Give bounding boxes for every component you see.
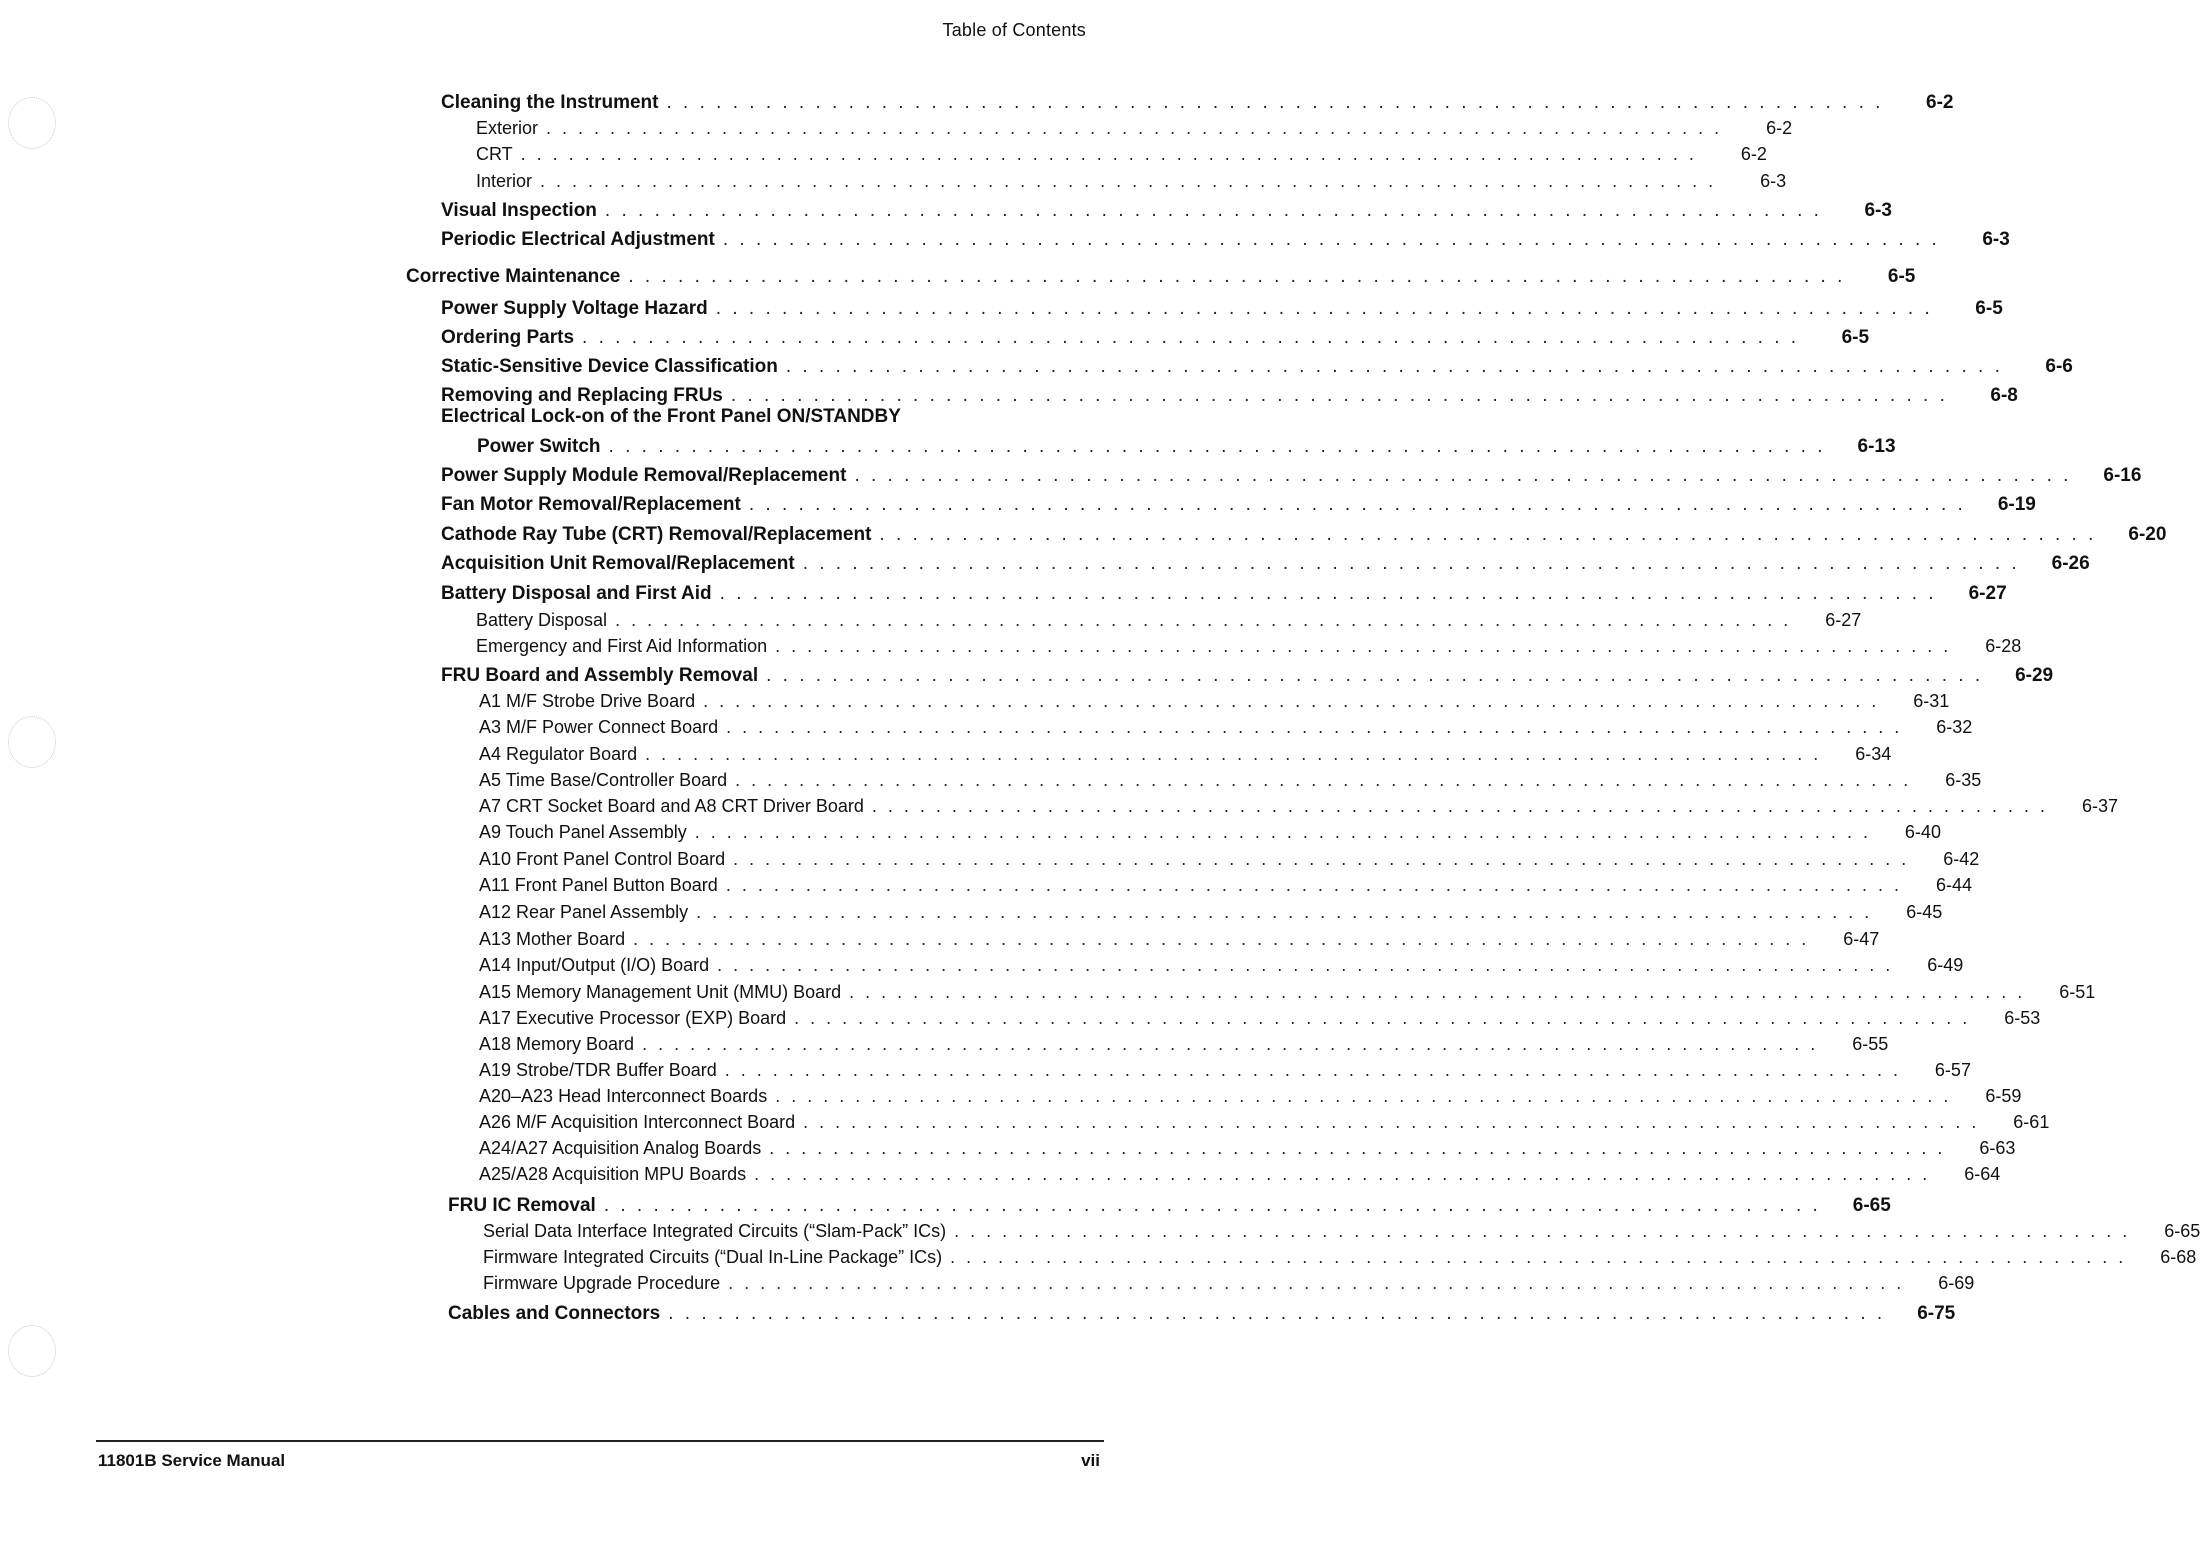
toc-entry-title: A18 Memory Board: [479, 1034, 635, 1054]
toc-entry[interactable]: [476, 610, 1862, 631]
dot-leader: . . . . . . . . . . . . . . . . . . . . . . . . . . . . . . . . . . . . . . . . . . . . . . . . . . . . . . . . . . . . . . . . . . . . . . . . . .: [733, 849, 1910, 869]
toc-entry-title: A26 M/F Acquisition Interconnect Board: [479, 1112, 796, 1132]
toc-entry-page: 6-2: [1740, 144, 1767, 164]
toc-entry[interactable]: [479, 982, 2096, 1003]
toc-entry-page: 6-55: [1852, 1034, 1889, 1054]
toc-entry-page: 6-31: [1913, 691, 1950, 711]
toc-entry-title: A11 Front Panel Button Board: [479, 875, 718, 895]
toc-entry-page: 6-65: [2164, 1221, 2200, 1241]
toc-entry[interactable]: [479, 770, 1982, 791]
dot-leader: . . . . . . . . . . . . . . . . . . . . . . . . . . . . . . . . . . . . . . . . . . . . . . . . . . . . . . . . . . . . . . . . . . . . . . . . . .: [608, 436, 1826, 457]
toc-entry[interactable]: [441, 665, 2054, 687]
toc-entry[interactable]: [476, 636, 2022, 657]
dot-leader: . . . . . . . . . . . . . . . . . . . . . . . . . . . . . . . . . . . . . . . . . . . . . . . . . . . . . . . . . . . . . . . . . . . . . . . . . .: [540, 171, 1717, 191]
toc-entry-page: 6-29: [2015, 665, 2054, 686]
toc-entry[interactable]: [479, 796, 2119, 817]
toc-entry-page: 6-64: [1964, 1164, 2001, 1184]
dot-leader: . . . . . . . . . . . . . . . . . . . . . . . . . . . . . . . . . . . . . . . . . . . . . . . . . . . . . . . . . . . . . . . . . . . . . . . . . .: [722, 229, 1940, 250]
toc-entry-page: 6-3: [1864, 200, 1892, 221]
toc-entry[interactable]: [479, 1164, 2001, 1185]
dot-leader: . . . . . . . . . . . . . . . . . . . . . . . . . . . . . . . . . . . . . . . . . . . . . . . . . . . . . . . . . . . . . . . . . . . . . . . . . .: [520, 144, 1697, 164]
toc-entry[interactable]: [479, 1086, 2022, 1107]
dot-leader: . . . . . . . . . . . . . . . . . . . . . . . . . . . . . . . . . . . . . . . . . . . . . . . . . . . . . . . . . . . . . . . . . . . . . . . . . .: [769, 1138, 1946, 1158]
toc-entry-page: 6-45: [1906, 902, 1943, 922]
toc-entry-page: 6-3: [1982, 229, 2010, 250]
toc-entry-title: A13 Mother Board: [479, 929, 626, 949]
toc-entry[interactable]: [441, 92, 1954, 114]
toc-entry-title: Corrective Maintenance: [406, 266, 621, 287]
toc-entry-title: Acquisition Unit Removal/Replacement: [441, 553, 795, 574]
toc-entry[interactable]: [479, 1034, 1889, 1055]
dot-leader: . . . . . . . . . . . . . . . . . . . . . . . . . . . . . . . . . . . . . . . . . . . . . . . . . . . . . . . . . . . . . . . . . . . . . . . . . .: [725, 875, 1902, 895]
toc-entry[interactable]: [479, 1138, 2016, 1159]
dot-leader: . . . . . . . . . . . . . . . . . . . . . . . . . . . . . . . . . . . . . . . . . . . . . . . . . . . . . . . . . . . . . . . . . . . . . . . . . .: [668, 1303, 1886, 1324]
toc-entry-page: 6-61: [2013, 1112, 2050, 1132]
toc-entry-page: 6-57: [1934, 1060, 1971, 1080]
toc-entry-title: Firmware Integrated Circuits (“Dual In-Line Package” ICs): [483, 1247, 943, 1267]
binder-hole: [8, 1325, 56, 1377]
toc-entry-title: Removing and Replacing FRUs: [441, 385, 723, 406]
toc-entry[interactable]: [441, 200, 1892, 222]
running-header: Table of Contents: [942, 20, 1086, 40]
dot-leader: . . . . . . . . . . . . . . . . . . . . . . . . . . . . . . . . . . . . . . . . . . . . . . . . . . . . . . . . . . . . . . . . . . . . . . . . . .: [849, 982, 2026, 1002]
toc-entry-page: 6-20: [2128, 524, 2167, 545]
toc-entry-page: 6-28: [1985, 636, 2022, 656]
toc-entry[interactable]: [476, 171, 1787, 192]
dot-leader: . . . . . . . . . . . . . . . . . . . . . . . . . . . . . . . . . . . . . . . . . . . . . . . . . . . . . . . . . . . . . . . . . . . . . . . . . .: [775, 636, 1952, 656]
toc-entry[interactable]: [441, 356, 2073, 378]
toc-entry-title: A12 Rear Panel Assembly: [479, 902, 689, 922]
toc-entry-title: Battery Disposal and First Aid: [441, 583, 712, 604]
toc-entry[interactable]: [477, 436, 1896, 458]
toc-entry-title: FRU Board and Assembly Removal: [441, 665, 759, 686]
dot-leader: . . . . . . . . . . . . . . . . . . . . . . . . . . . . . . . . . . . . . . . . . . . . . . . . . . . . . . . . . . . . . . . . . . . . . . . . . .: [748, 494, 1966, 515]
toc-entry[interactable]: [479, 1008, 2041, 1029]
toc-entry[interactable]: [441, 553, 2090, 575]
toc-entry[interactable]: [479, 902, 1943, 923]
toc-entry-title: A3 M/F Power Connect Board: [479, 717, 719, 737]
toc-entry-page: 6-5: [1887, 266, 1916, 287]
toc-entry-page: 6-37: [2081, 796, 2119, 816]
toc-entry-page: 6-8: [1990, 385, 2018, 406]
toc-entry-page: 6-47: [1843, 929, 1880, 949]
toc-entry-page: 6-35: [1945, 770, 1982, 790]
toc-entry-page: 6-26: [2051, 553, 2090, 574]
toc-entry-page: 6-69: [1938, 1273, 1975, 1293]
toc-entry-page: 6-32: [1936, 717, 1973, 737]
toc-entry-title: Exterior: [476, 118, 539, 138]
toc-entry[interactable]: [441, 465, 2142, 487]
toc-entry[interactable]: [479, 1060, 1971, 1081]
toc-entry-title: A1 M/F Strobe Drive Board: [479, 691, 696, 711]
toc-entry-page: 6-27: [1968, 583, 2007, 604]
toc-entry[interactable]: [479, 1112, 2050, 1133]
toc-entry-title: A10 Front Panel Control Board: [479, 849, 726, 869]
toc-entry-title: Fan Motor Removal/Replacement: [441, 494, 741, 515]
toc-entry-title: Interior: [476, 171, 533, 191]
toc-entry[interactable]: [483, 1273, 1975, 1294]
toc-entry-title: CRT: [476, 144, 513, 164]
binder-hole: [8, 97, 56, 149]
dot-leader: . . . . . . . . . . . . . . . . . . . . . . . . . . . . . . . . . . . . . . . . . . . . . . . . . . . . . . . . . . . . . . . . . . . . . . . . . .: [735, 770, 1912, 790]
dot-leader: . . . . . . . . . . . . . . . . . . . . . . . . . . . . . . . . . . . . . . . . . . . . . . . . . . . . . . . . . . . . . . . . . . . . . . . . . .: [728, 1273, 1905, 1293]
toc-entry-page: 6-68: [2160, 1247, 2197, 1267]
toc-entry[interactable]: [441, 583, 2007, 605]
dot-leader: . . . . . . . . . . . . . . . . . . . . . . . . . . . . . . . . . . . . . . . . . . . . . . . . . . . . . . . . . . . . . . . . . . . . . . . . . .: [604, 200, 1822, 221]
toc-entry-page: 6-5: [1841, 327, 1870, 348]
toc-entry[interactable]: [441, 298, 2003, 320]
toc-entry-page: 6-51: [2059, 982, 2096, 1002]
toc-entry-title: A9 Touch Panel Assembly: [479, 822, 687, 842]
toc-entry[interactable]: [479, 955, 1964, 976]
toc-entry-page: 6-2: [1926, 92, 1954, 113]
dot-leader: . . . . . . . . . . . . . . . . . . . . . . . . . . . . . . . . . . . . . . . . . . . . . . . . . . . . . . . . . . . . . . . . . . . . . . . . . .: [754, 1164, 1931, 1184]
toc-entry[interactable]: [448, 1303, 1956, 1325]
toc-entry-page: 6-3: [1760, 171, 1787, 191]
dot-leader: . . . . . . . . . . . . . . . . . . . . . . . . . . . . . . . . . . . . . . . . . . . . . . . . . . . . . . . . . . . . . . . . . . . . . . . . . .: [724, 1060, 1901, 1080]
toc-entry-page: 6-75: [1917, 1303, 1956, 1324]
toc-entry-title: Cathode Ray Tube (CRT) Removal/Replacement: [441, 524, 872, 545]
toc-entry-page: 6-63: [1979, 1138, 2016, 1158]
dot-leader: . . . . . . . . . . . . . . . . . . . . . . . . . . . . . . . . . . . . . . . . . . . . . . . . . . . . . . . . . . . . . . . . . . . . . . . . . .: [546, 118, 1723, 138]
toc-entry-title: A14 Input/Output (I/O) Board: [479, 955, 710, 975]
dot-leader: . . . . . . . . . . . . . . . . . . . . . . . . . . . . . . . . . . . . . . . . . . . . . . . . . . . . . . . . . . . . . . . . . . . . . . . . . .: [871, 796, 2049, 816]
manual-title: 11801B Service Manual: [98, 1451, 286, 1470]
toc-entry-title: A7 CRT Socket Board and A8 CRT Driver Board: [479, 796, 864, 816]
toc-entry-title: Battery Disposal: [476, 610, 608, 630]
toc-entry[interactable]: [479, 875, 1972, 896]
dot-leader: . . . . . . . . . . . . . . . . . . . . . . . . . . . . . . . . . . . . . . . . . . . . . . . . . . . . . . . . . . . . . . . . . . . . . . . . . .: [879, 524, 2097, 545]
dot-leader: . . . . . . . . . . . . . . . . . . . . . . . . . . . . . . . . . . . . . . . . . . . . . . . . . . . . . . . . . . . . . . . . . . . . . . . . . .: [717, 955, 1894, 975]
toc-entry-page: 6-16: [2103, 465, 2142, 486]
dot-leader: . . . . . . . . . . . . . . . . . . . . . . . . . . . . . . . . . . . . . . . . . . . . . . . . . . . . . . . . . . . . . . . . . . . . . . . . . .: [703, 691, 1880, 711]
dot-leader: . . . . . . . . . . . . . . . . . . . . . . . . . . . . . . . . . . . . . . . . . . . . . . . . . . . . . . . . . . . . . . . . . . . . . . . . . .: [719, 583, 1937, 604]
toc-entry-title: Periodic Electrical Adjustment: [441, 229, 715, 250]
toc-entry[interactable]: [476, 118, 1793, 139]
dot-leader: . . . . . . . . . . . . . . . . . . . . . . . . . . . . . . . . . . . . . . . . . . . . . . . . . . . . . . . . . . . . . . . . . . . . . . . . . .: [603, 1195, 1821, 1216]
toc-entry-page: 6-5: [1975, 298, 2003, 319]
toc-entry-title: Emergency and First Aid Information: [476, 636, 768, 656]
toc-entry-page: 6-53: [2004, 1008, 2041, 1028]
dot-leader: . . . . . . . . . . . . . . . . . . . . . . . . . . . . . . . . . . . . . . . . . . . . . . . . . . . . . . . . . . . . . . . . . . . . . . . . . .: [954, 1221, 2131, 1241]
dot-leader: . . . . . . . . . . . . . . . . . . . . . . . . . . . . . . . . . . . . . . . . . . . . . . . . . . . . . . . . . . . . . . . . . . . . . . . . . .: [775, 1086, 1952, 1106]
toc-entry-title: Visual Inspection: [441, 200, 597, 221]
dot-leader: . . . . . . . . . . . . . . . . . . . . . . . . . . . . . . . . . . . . . . . . . . . . . . . . . . . . . . . . . . . . . . . . . . . . . . . . . .: [785, 356, 2003, 377]
toc-entry[interactable]: [479, 849, 1980, 870]
dot-leader: . . . . . . . . . . . . . . . . . . . . . . . . . . . . . . . . . . . . . . . . . . . . . . . . . . . . . . . . . . . . . . . . . . . . . . . . . .: [794, 1008, 1971, 1028]
dot-leader: . . . . . . . . . . . . . . . . . . . . . . . . . . . . . . . . . . . . . . . . . . . . . . . . . . . . . . . . . . . . . . . . . . . . . . . . . .: [715, 298, 1933, 319]
toc-entry[interactable]: [483, 1221, 2200, 1242]
toc-entry-title: Cleaning the Instrument: [441, 92, 659, 113]
toc-entry-title: Power Supply Voltage Hazard: [441, 298, 708, 319]
dot-leader: . . . . . . . . . . . . . . . . . . . . . . . . . . . . . . . . . . . . . . . . . . . . . . . . . . . . . . . . . . . . . . . . . . . . . . . . . .: [615, 610, 1792, 630]
toc-entry-page: 6-27: [1825, 610, 1862, 630]
toc-entry-page: 6-6: [2045, 356, 2073, 377]
dot-leader: . . . . . . . . . . . . . . . . . . . . . . . . . . . . . . . . . . . . . . . . . . . . . . . . . . . . . . . . . . . . . . . . . . . . . . . . . .: [694, 822, 1871, 842]
dot-leader: . . . . . . . . . . . . . . . . . . . . . . . . . . . . . . . . . . . . . . . . . . . . . . . . . . . . . . . . . . . . . . . . . . . . . . . . . .: [642, 1034, 1819, 1054]
dot-leader: . . . . . . . . . . . . . . . . . . . . . . . . . . . . . . . . . . . . . . . . . . . . . . . . . . . . . . . . . . . . . . . . . . . . . . . . . .: [582, 327, 1800, 348]
dot-leader: . . . . . . . . . . . . . . . . . . . . . . . . . . . . . . . . . . . . . . . . . . . . . . . . . . . . . . . . . . . . . . . . . . . . . . . . . .: [726, 717, 1903, 737]
toc-entry-title: A5 Time Base/Controller Board: [479, 770, 728, 790]
toc-entry-page: 6-44: [1935, 875, 1972, 895]
toc-entry-title-line: Electrical Lock-on of the Front Panel ON/STANDBY: [441, 406, 901, 427]
toc-entry[interactable]: [479, 691, 1950, 712]
toc-entry-page: 6-65: [1852, 1195, 1891, 1216]
toc-entry-title: Static-Sensitive Device Classification: [441, 356, 778, 377]
toc-entry[interactable]: [441, 524, 2167, 546]
toc-entry-title: Firmware Upgrade Procedure: [483, 1273, 721, 1293]
toc-entry-page: 6-59: [1985, 1086, 2022, 1106]
toc-entry-title: Cables and Connectors: [448, 1303, 661, 1324]
toc-entry-title: Ordering Parts: [441, 327, 575, 348]
dot-leader: . . . . . . . . . . . . . . . . . . . . . . . . . . . . . . . . . . . . . . . . . . . . . . . . . . . . . . . . . . . . . . . . . . . . . . . . . .: [645, 744, 1822, 764]
toc-entry-page: 6-13: [1857, 436, 1896, 457]
toc-entry-title: Power Supply Module Removal/Replacement: [441, 465, 847, 486]
toc-entry[interactable]: [441, 385, 2018, 407]
toc-entry[interactable]: [441, 327, 1870, 349]
toc-entry-title: A20–A23 Head Interconnect Boards: [479, 1086, 768, 1106]
toc-entry[interactable]: [479, 929, 1880, 950]
toc-entry-title: FRU IC Removal: [448, 1195, 596, 1216]
toc-entry-title: A15 Memory Management Unit (MMU) Board: [479, 982, 842, 1002]
toc-entry-title: A4 Regulator Board: [479, 744, 638, 764]
toc-entry[interactable]: [479, 744, 1892, 765]
toc-entry-title: A17 Executive Processor (EXP) Board: [479, 1008, 787, 1028]
dot-leader: . . . . . . . . . . . . . . . . . . . . . . . . . . . . . . . . . . . . . . . . . . . . . . . . . . . . . . . . . . . . . . . . . . . . . . . . . .: [730, 385, 1948, 406]
page-number: vii: [1081, 1451, 1100, 1470]
dot-leader: . . . . . . . . . . . . . . . . . . . . . . . . . . . . . . . . . . . . . . . . . . . . . . . . . . . . . . . . . . . . . . . . . . . . . . . . . .: [696, 902, 1873, 922]
toc-entry-page: 6-42: [1943, 849, 1980, 869]
toc-entry[interactable]: [441, 229, 2010, 251]
dot-leader: . . . . . . . . . . . . . . . . . . . . . . . . . . . . . . . . . . . . . . . . . . . . . . . . . . . . . . . . . . . . . . . . . . . . . . . . . .: [802, 553, 2020, 574]
dot-leader: . . . . . . . . . . . . . . . . . . . . . . . . . . . . . . . . . . . . . . . . . . . . . . . . . . . . . . . . . . . . . . . . . . . . . . . . . .: [803, 1112, 1980, 1132]
toc-entry[interactable]: [441, 494, 2036, 516]
toc-entry-title: A19 Strobe/TDR Buffer Board: [479, 1060, 717, 1080]
toc-entry-title: A24/A27 Acquisition Analog Boards: [479, 1138, 762, 1158]
toc-entry-page: 6-34: [1855, 744, 1892, 764]
toc-entry[interactable]: [476, 144, 1767, 165]
toc-entry-page: 6-49: [1927, 955, 1964, 975]
toc-entry[interactable]: [479, 717, 1973, 738]
footer-rule: [96, 1440, 1104, 1442]
dot-leader: . . . . . . . . . . . . . . . . . . . . . . . . . . . . . . . . . . . . . . . . . . . . . . . . . . . . . . . . . . . . . . . . . . . . . . . . . .: [766, 665, 1984, 686]
toc-entry-page: 6-19: [1997, 494, 2036, 515]
toc-entry[interactable]: [479, 822, 1941, 843]
dot-leader: . . . . . . . . . . . . . . . . . . . . . . . . . . . . . . . . . . . . . . . . . . . . . . . . . . . . . . . . . . . . . . . . . . . . . . . . . .: [633, 929, 1810, 949]
binder-hole: [8, 716, 56, 768]
dot-leader: . . . . . . . . . . . . . . . . . . . . . . . . . . . . . . . . . . . . . . . . . . . . . . . . . . . . . . . . . . . . . . . . . . . . . . . . . .: [950, 1247, 2127, 1267]
dot-leader: . . . . . . . . . . . . . . . . . . . . . . . . . . . . . . . . . . . . . . . . . . . . . . . . . . . . . . . . . . . . . . . . . . . . . . . . . .: [854, 465, 2072, 486]
toc-entry[interactable]: [406, 266, 1916, 288]
toc-entry[interactable]: [448, 1195, 1891, 1217]
dot-leader: . . . . . . . . . . . . . . . . . . . . . . . . . . . . . . . . . . . . . . . . . . . . . . . . . . . . . . . . . . . . . . . . . . . . . . . . . .: [666, 92, 1884, 113]
dot-leader: . . . . . . . . . . . . . . . . . . . . . . . . . . . . . . . . . . . . . . . . . . . . . . . . . . . . . . . . . . . . . . . . . . . . . . . . . .: [628, 266, 1846, 287]
toc-entry-title: Serial Data Interface Integrated Circuits (“Slam-Pack” ICs): [483, 1221, 947, 1241]
toc-entry-title: Power Switch: [477, 436, 601, 457]
toc-entry-page: 6-2: [1766, 118, 1793, 138]
toc-entry[interactable]: [483, 1247, 2197, 1268]
toc-entry-title: A25/A28 Acquisition MPU Boards: [479, 1164, 747, 1184]
toc-entry-page: 6-40: [1904, 822, 1941, 842]
